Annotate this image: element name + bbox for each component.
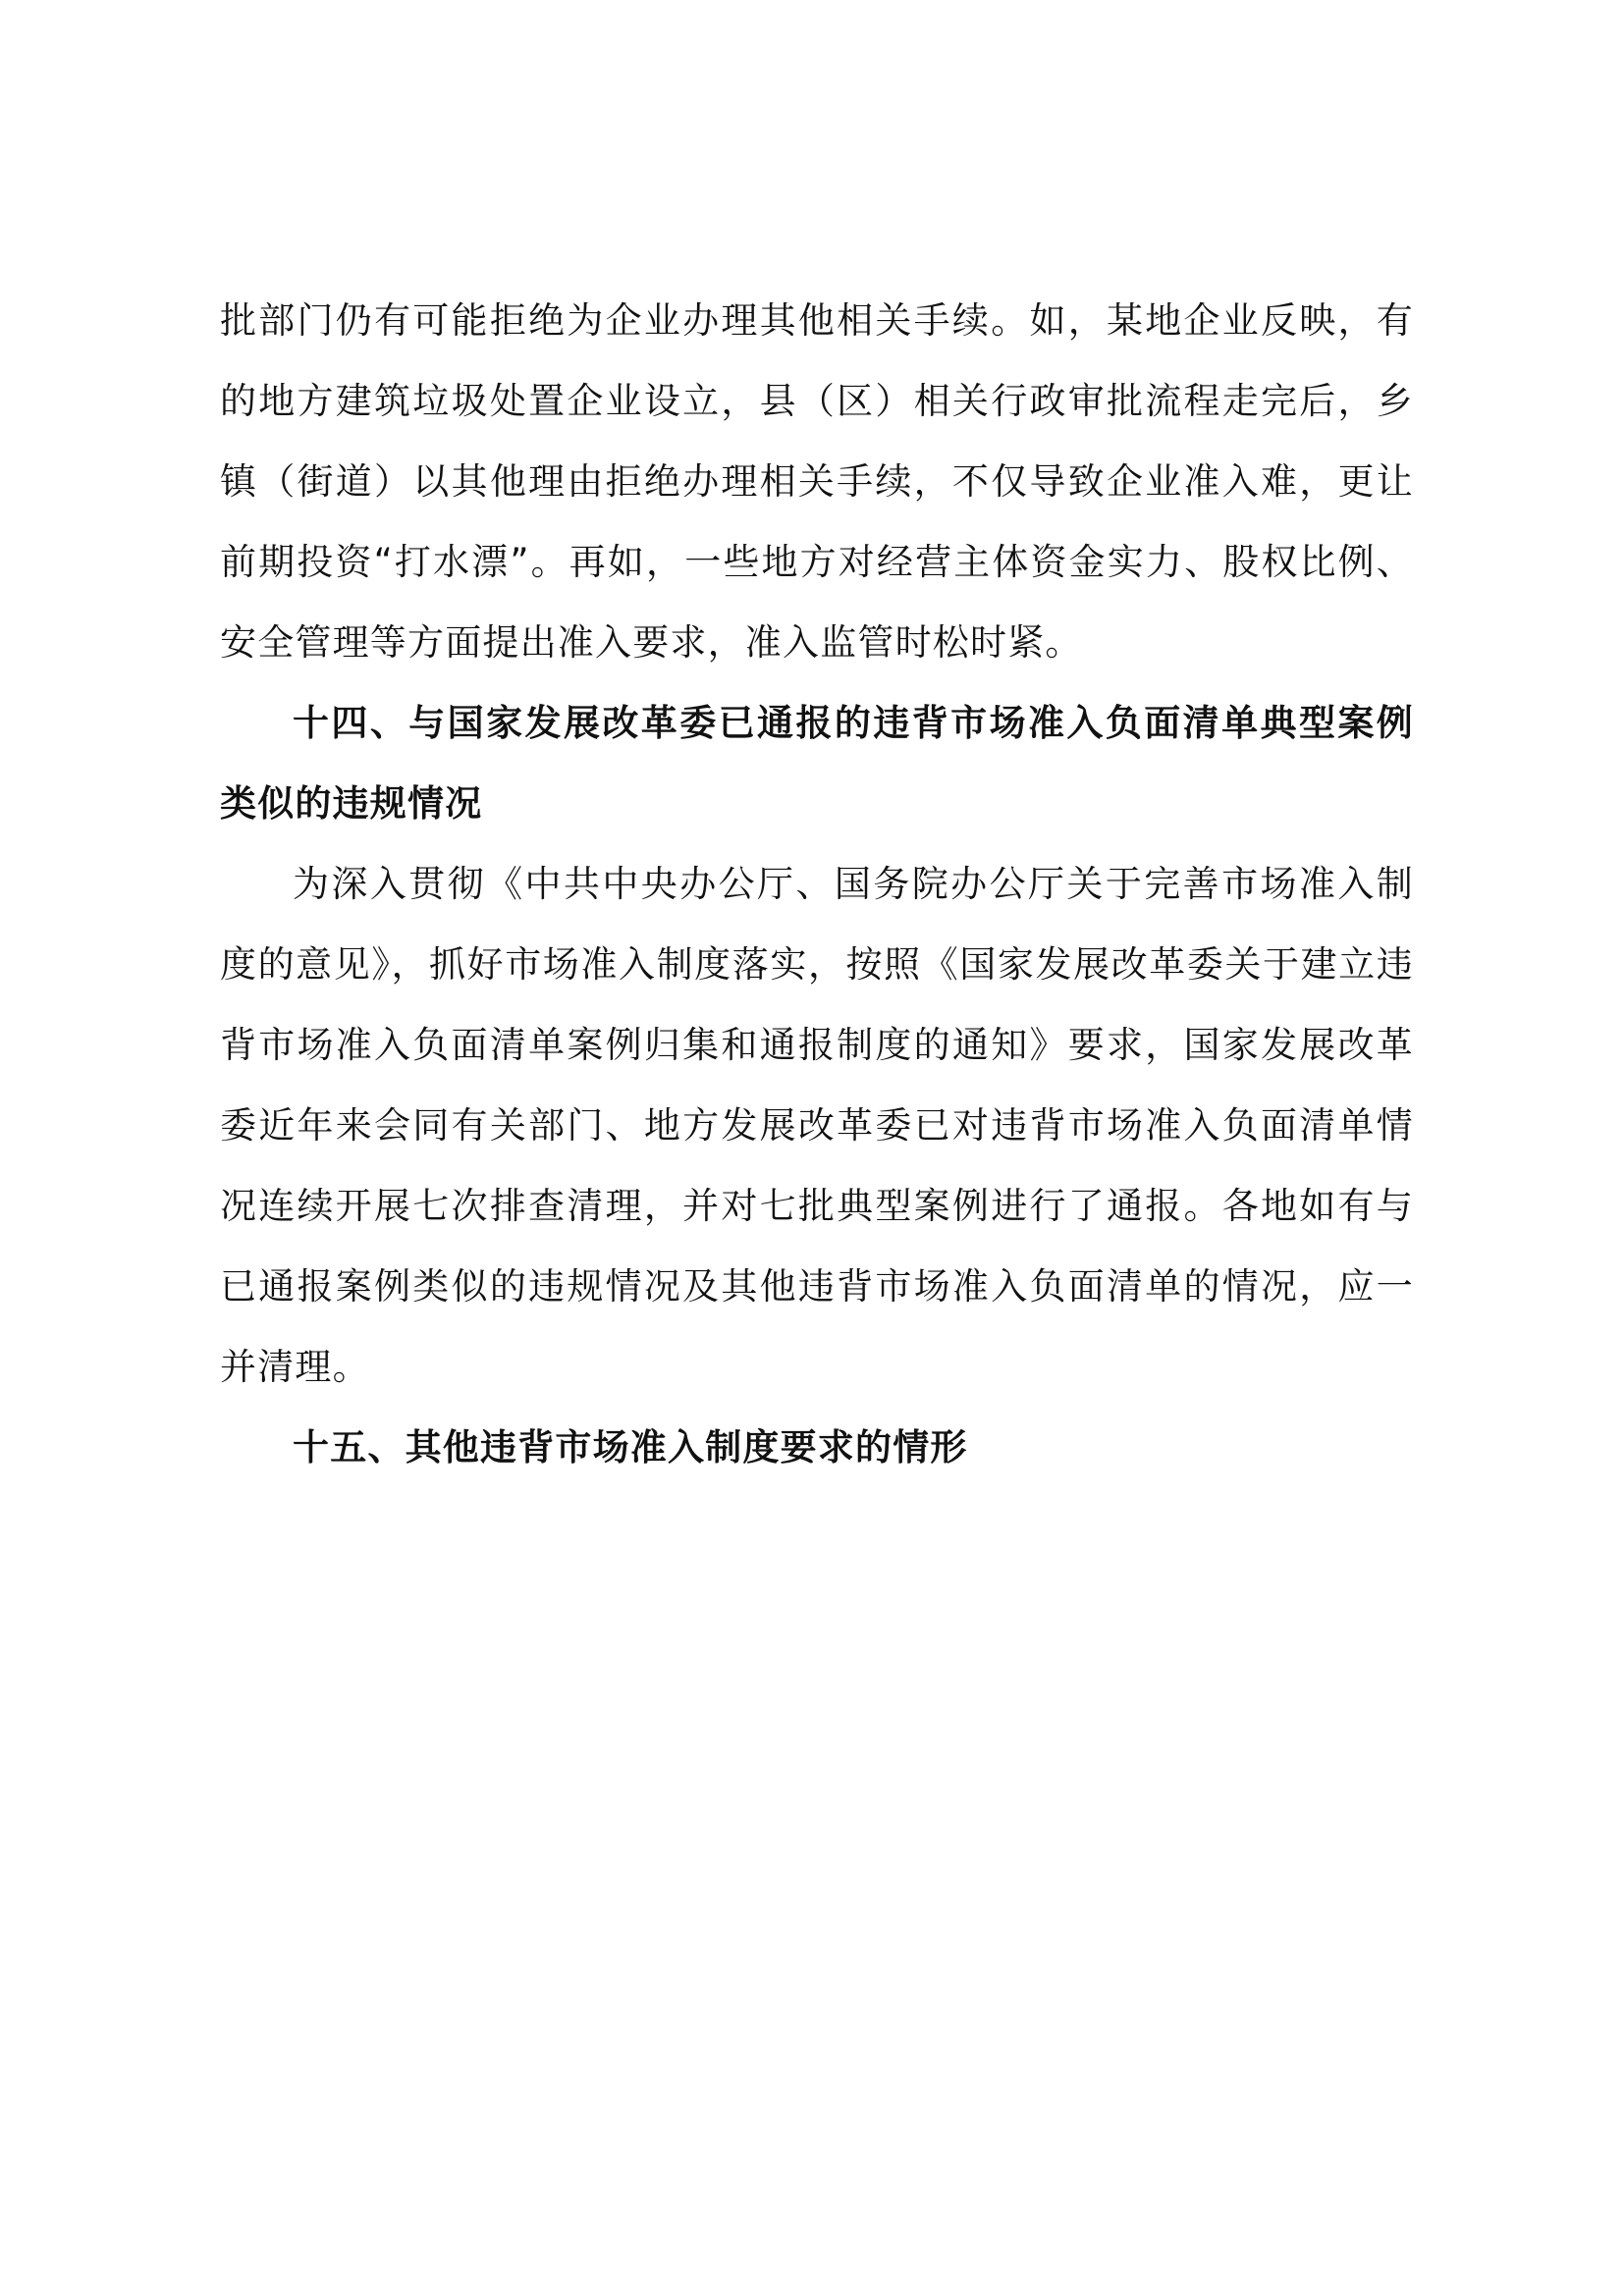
body-paragraph-section-14: 为深入贯彻《中共中央办公厅、国务院办公厅关于完善市场准入制度的意见》，抓好市场准入制度落实，按照《国家发展改革委关于建立违背市场准入负面清单案例归集和通报制度的通知》要求，国家发展改革委近年来会同有关部门、地方发展改革委已对违背市场准入负面清单情况连续开展七次排查清理，并对七批典型案例进行了通报。各地如有与已通报案例类似的违规情况及其他违背市场准入负面清单的情况，应一并清理。 (220, 863, 1414, 1388)
document-page (220, 281, 1414, 1488)
section-heading-14: 十四、与国家发展改革委已通报的违背市场准入负面清单典型案例类似的违规情况 (220, 702, 1414, 825)
section-heading-15: 十五、其他违背市场准入制度要求的情形 (293, 1426, 968, 1468)
body-paragraph-continued: 批部门仍有可能拒绝为企业办理其他相关手续。如，某地企业反映，有的地方建筑垃圾处置企业设立，县（区）相关行政审批流程走完后，乡镇（街道）以其他理由拒绝办理相关手续，不仅导致企业准入难，更让前期投资“打水漂”。再如，一些地方对经营主体资金实力、股权比例、安全管理等方面提出准入要求，准入监管时松时紧。 (220, 299, 1414, 664)
